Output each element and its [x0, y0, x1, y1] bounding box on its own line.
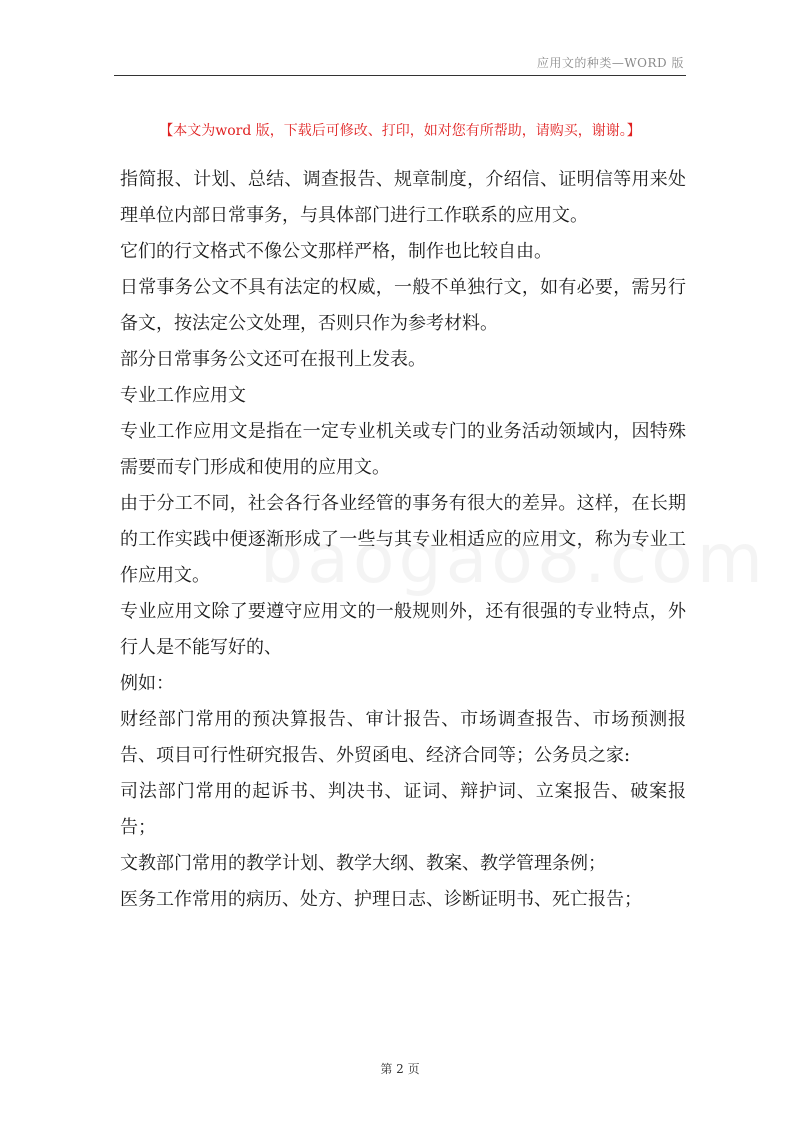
- paragraph: 它们的行文格式不像公文那样严格，制作也比较自由。: [120, 241, 552, 262]
- paragraph: 文教部门常用的教学计划、教学大纲、教案、教学管理条例；: [120, 853, 606, 874]
- document-body: [120, 162, 686, 918]
- paragraph: 财经部门常用的预决算报告、审计报告、市场调查报告、市场预测报告、项目可行性研究报告、外贸函电、经济合同等；公务员之家:: [120, 709, 686, 766]
- paragraph: 指简报、计划、总结、调查报告、规章制度，介绍信、证明信等用来处理单位内部日常事务，与具体部门进行工作联系的应用文。: [120, 169, 686, 226]
- page-number: 第 2 页: [380, 1062, 420, 1076]
- section-heading: 专业工作应用文: [120, 385, 246, 406]
- download-notice: 【本文为word 版，下载后可修改、打印，如对您有所帮助，请购买，谢谢。】: [159, 123, 641, 139]
- paragraph: 日常事务公文不具有法定的权威，一般不单独行文，如有必要，需另行备文，按法定公文处理，否则只作为参考材料。: [120, 277, 686, 334]
- paragraph: 司法部门常用的起诉书、判决书、证词、辩护词、立案报告、破案报告；: [120, 781, 686, 838]
- paragraph: 由于分工不同，社会各行各业经管的事务有很大的差异。这样，在长期的工作实践中便逐渐形成了一些与其专业相适应的应用文，称为专业工作应用文。: [120, 493, 686, 586]
- header-title: 应用文的种类—WORD 版: [536, 56, 684, 70]
- paragraph: 专业应用文除了要遵守应用文的一般规则外，还有很强的专业特点，外行人是不能写好的、: [120, 601, 686, 658]
- paragraph: 例如：: [120, 673, 174, 694]
- paragraph: 部分日常事务公文还可在报刊上发表。: [120, 349, 426, 370]
- paragraph: 专业工作应用文是指在一定专业机关或专门的业务活动领域内，因特殊需要而专门形成和使用的应用文。: [120, 421, 686, 478]
- paragraph: 医务工作常用的病历、处方、护理日志、诊断证明书、死亡报告；: [120, 889, 642, 910]
- header-rule: [114, 75, 686, 76]
